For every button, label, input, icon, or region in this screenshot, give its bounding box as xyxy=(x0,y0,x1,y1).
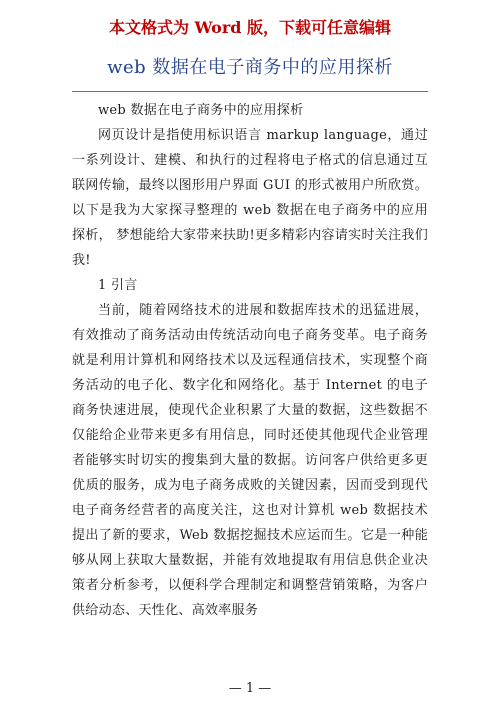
section-heading: 1 引言 xyxy=(98,278,138,293)
paragraph-heading: web 数据在电子商务中的应用探析 xyxy=(98,103,304,118)
page-number: — 1 — xyxy=(228,681,272,696)
title-divider xyxy=(72,91,428,92)
document-title: web 数据在电子商务中的应用探析 xyxy=(107,57,393,78)
paragraph-intro: 网页设计是指使用标识语言 markup language，通过一系列设计、建模、和执行的过程将电子格式的信息通过互联网传输，最终以图形用户界面 GUI 的形式被用户所欣赏。以下是我为大家探寻整理的 web 数据在电子商务中的应用探析， 梦想能给大家带来扶助!更多精彩内容请实时关注我们我! xyxy=(72,128,428,268)
format-banner: 本文格式为 Word 版，下载可任意编辑 xyxy=(108,18,392,37)
paragraph-section-1: 当前，随着网络技术的进展和数据库技术的迅猛进展，有效推动了商务活动由传统活动向电子商务变革。电子商务就是利用计算机和网络技术以及远程通信技术，实现整个商务活动的电子化、数字化和网络化。基于 Internet 的电子商务快速进展，使现代企业积累了大量的数据，这些数据不仅能给企业带来更多有用信息，同时还使其他现代企业管理者能够实时切实的搜集到大量的数据。访问客户供给更多更优质的服务，成为电子商务成败的关键因素，因而受到现代电子商务经营者的高度关注，这也对计算机 web 数据技术提出了新的要求，Web 数据挖掘技术应运而生。它是一种能够从网上获取大量数据，并能有效地提取有用信息供企业决策者分析参考，以便科学合理制定和调整营销策略，为客户供给动态、天性化、高效率服务 xyxy=(72,303,428,618)
document-body xyxy=(72,98,428,623)
